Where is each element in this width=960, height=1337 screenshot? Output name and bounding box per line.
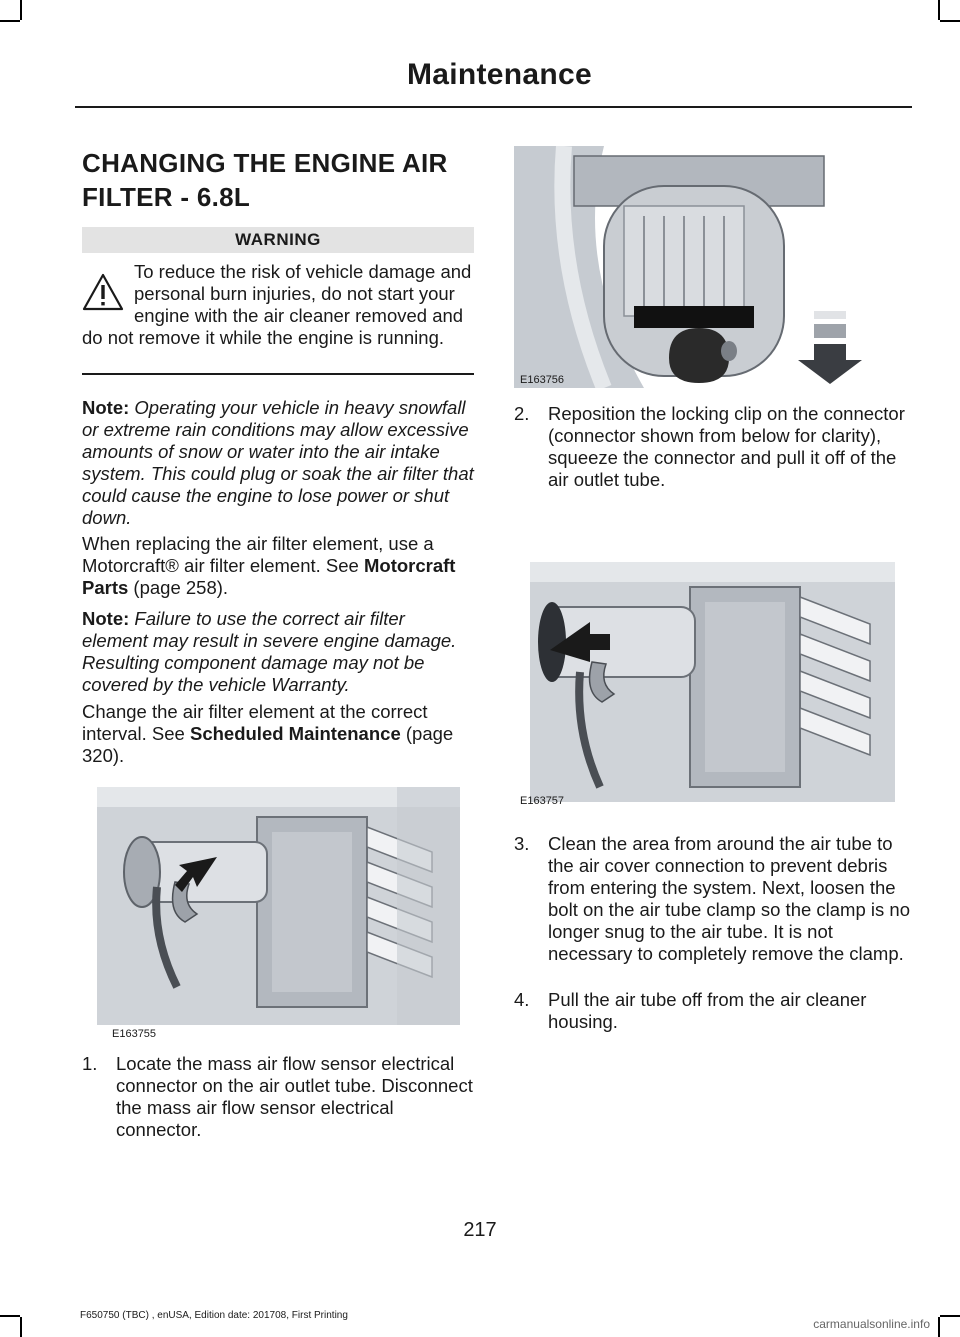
paragraph-change-interval [82, 701, 474, 767]
step-number: 4. [514, 989, 530, 1010]
connector-clip-illustration [514, 146, 879, 388]
watermark[interactable]: carmanualsonline.info [813, 1317, 930, 1331]
paragraph-text: When replacing the air filter element, use a Motorcraft® air filter element. See [82, 533, 434, 576]
paragraph-text: Change the air filter element at the correct interval. See [82, 701, 428, 744]
section-title-line1: CHANGING THE ENGINE AIR [82, 148, 448, 178]
crop-mark [20, 1317, 22, 1337]
crop-mark [20, 0, 22, 20]
note-text: Operating your vehicle in heavy snowfall or extreme rain conditions may allow excessive amounts of snow or water into the air intake system. This could plug or soak the air filter that could cause the engine to lose power or shut down. [82, 397, 474, 528]
step-text: Clean the area from around the air tube to the air cover connection to prevent debris from entering the system. Next, loosen the bolt on the air tube clamp so the clamp is no longer snug to the air tube. It is not necessary to completely remove the clamp. [548, 833, 910, 964]
crop-mark [938, 1317, 940, 1337]
step-2 [514, 403, 910, 491]
engine-connector-illustration-2 [530, 562, 895, 802]
warning-text-first: To reduce the risk of vehicle damage and personal burn injuries, do not start your engine with the air cleaner [134, 261, 472, 326]
note-correct-filter [82, 608, 474, 696]
page-reference: (page 320). [82, 723, 454, 766]
step-text: Locate the mass air flow sensor electrical connector on the air outlet tube. Disconnect the mass air flow sensor electrical connector. [116, 1053, 473, 1140]
crop-mark [940, 1315, 960, 1317]
header-divider [75, 106, 912, 108]
engine-connector-illustration-1 [97, 787, 460, 1025]
step-text: Reposition the locking clip on the connector (connector shown from below for clarity), squeeze the connector and pull it off of the air outlet tube. [548, 403, 905, 490]
warning-text-rest: removed and do not remove it while the engine is running. [82, 305, 464, 348]
warning-triangle-icon [82, 261, 126, 321]
page-reference: (page 258). [133, 577, 229, 598]
crop-mark [0, 1315, 20, 1317]
crop-mark [0, 20, 20, 22]
step-number: 3. [514, 833, 530, 854]
step-text: Pull the air tube off from the air cleaner housing. [548, 989, 867, 1032]
footer-edition: F650750 (TBC) , enUSA, Edition date: 201708, First Printing [80, 1310, 348, 1321]
step-3 [514, 833, 910, 965]
page-header-title: Maintenance [406, 58, 592, 91]
page-number: 217 [463, 1219, 497, 1241]
step-number: 2. [514, 403, 530, 424]
note-operating [82, 397, 474, 529]
scheduled-maintenance-link[interactable]: Scheduled Maintenance [189, 723, 401, 744]
note-text: Failure to use the correct air filter element may result in severe engine damage. Resulting component damage may not be covered by the vehicle Warranty. [82, 608, 457, 695]
section-title [82, 146, 474, 214]
warning-box [82, 261, 474, 349]
note-label: Note: [82, 397, 130, 418]
crop-mark [938, 0, 940, 20]
figure-id: E163757 [520, 795, 565, 807]
warning-divider [82, 373, 474, 375]
figure-id: E163756 [520, 374, 565, 386]
step-number: 1. [82, 1053, 98, 1074]
note-label: Note: [82, 608, 130, 629]
warning-header: WARNING [82, 227, 474, 253]
step-4 [514, 989, 910, 1033]
section-title-line2: FILTER - 6.8L [82, 182, 251, 212]
crop-mark [940, 20, 960, 22]
figure-id: E163755 [112, 1028, 157, 1040]
motorcraft-parts-link[interactable]: Motorcraft Parts [82, 555, 456, 598]
paragraph-replace-filter [82, 533, 474, 599]
step-1 [82, 1053, 474, 1141]
